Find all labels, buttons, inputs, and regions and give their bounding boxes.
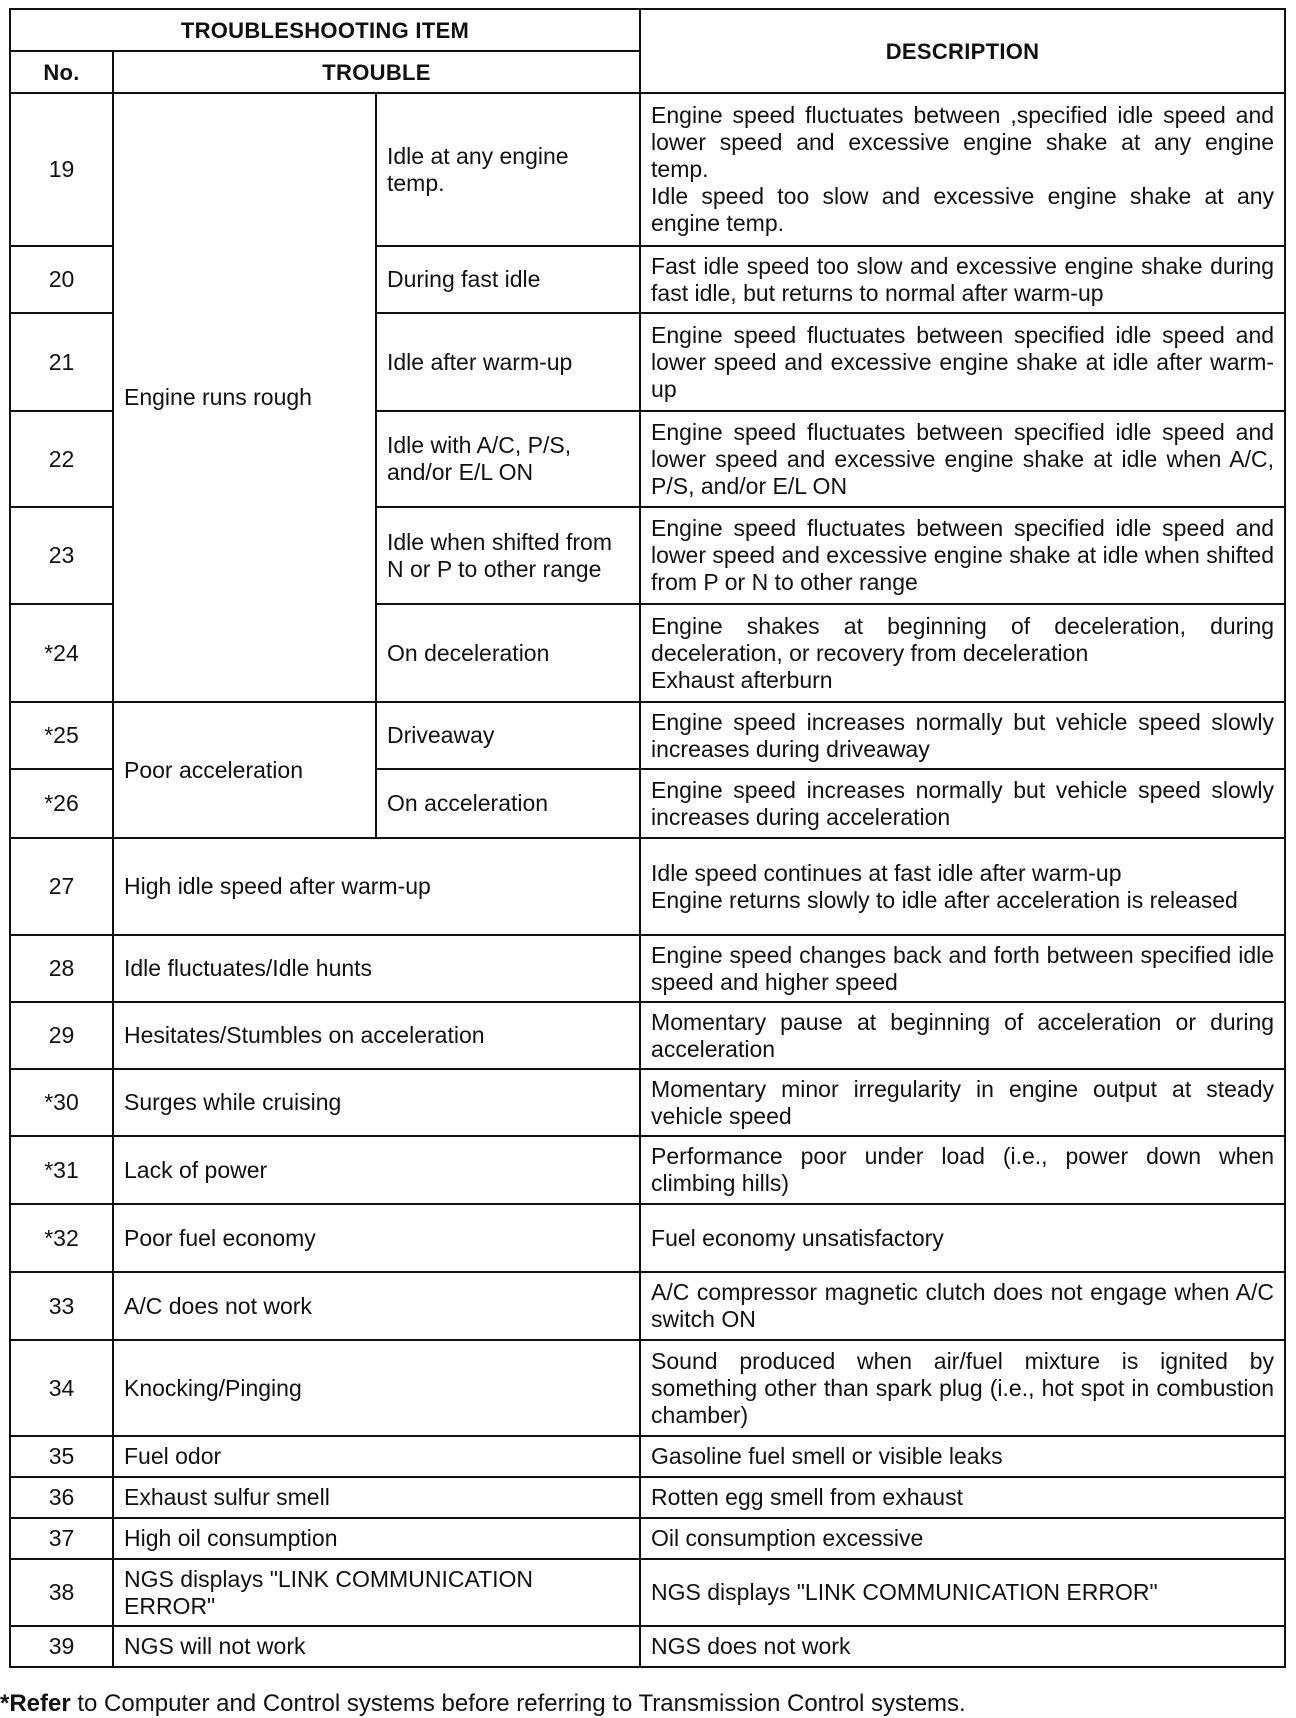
description-line: Idle speed continues at fast idle after warm-up [651, 859, 1122, 886]
description-line: Idle speed too slow and excessive engine shake at any engine temp. [651, 183, 1275, 236]
description-line: Engine shakes at beginning of deceleration, during deceleration, or recovery from deceleration [651, 612, 1275, 666]
row-number: 22 [10, 411, 113, 507]
table-row [10, 1477, 1285, 1518]
trouble-cell: Exhaust sulfur smell [113, 1477, 640, 1518]
header-row-1 [10, 9, 1285, 51]
table-row [10, 935, 1285, 1002]
table-row [10, 1559, 1285, 1626]
troubleshooting-page [9, 8, 1284, 1668]
row-number: 23 [10, 507, 113, 604]
row-number: 27 [10, 838, 113, 935]
trouble-header: TROUBLE [113, 51, 640, 93]
trouble-cell: Surges while cruising [113, 1069, 640, 1136]
description-line: Engine returns slowly to idle after acceleration is released [651, 886, 1238, 913]
row-description [640, 838, 1285, 935]
row-description [640, 604, 1285, 702]
table-row [10, 702, 1285, 769]
table-row [10, 1518, 1285, 1559]
row-number: 33 [10, 1272, 113, 1340]
table-row [10, 1436, 1285, 1477]
description-line: Exhaust afterburn [651, 666, 833, 693]
trouble-cell: Hesitates/Stumbles on acceleration [113, 1002, 640, 1069]
row-number: 29 [10, 1002, 113, 1069]
row-number: *31 [10, 1136, 113, 1204]
row-number: *25 [10, 702, 113, 769]
row-number: 20 [10, 246, 113, 313]
trouble-cell: NGS displays "LINK COMMUNICATION ERROR" [113, 1559, 640, 1626]
row-description [640, 93, 1285, 246]
row-description: A/C compressor magnetic clutch does not engage when A/C switch ON [640, 1272, 1285, 1340]
group-poor-acceleration: Poor acceleration [113, 702, 376, 838]
row-description: NGS does not work [640, 1626, 1285, 1667]
trouble-cell: NGS will not work [113, 1626, 640, 1667]
row-number: 37 [10, 1518, 113, 1559]
row-description: Fast idle speed too slow and excessive engine shake during fast idle, but returns to normal after warm-up [640, 246, 1285, 313]
trouble-cell: A/C does not work [113, 1272, 640, 1340]
table-row [10, 838, 1285, 935]
row-description: Engine speed fluctuates between specified idle speed and lower speed and excessive engine shake at idle when A/C, P/S, and/or E/L ON [640, 411, 1285, 507]
row-number: 19 [10, 93, 113, 246]
row-number: *32 [10, 1204, 113, 1272]
sub-trouble: On acceleration [376, 769, 640, 838]
no-header: No. [10, 51, 113, 93]
row-description: Engine speed increases normally but vehicle speed slowly increases during acceleration [640, 769, 1285, 838]
group-engine-runs-rough: Engine runs rough [113, 93, 376, 702]
row-description: Gasoline fuel smell or visible leaks [640, 1436, 1285, 1477]
table-row [10, 1272, 1285, 1340]
trouble-cell: High oil consumption [113, 1518, 640, 1559]
row-number: 39 [10, 1626, 113, 1667]
row-number: *30 [10, 1069, 113, 1136]
table-row [10, 93, 1285, 246]
row-description: NGS displays "LINK COMMUNICATION ERROR" [640, 1559, 1285, 1626]
sub-trouble: Idle at any engine temp. [376, 93, 640, 246]
trouble-cell: Lack of power [113, 1136, 640, 1204]
row-number: 36 [10, 1477, 113, 1518]
row-number: 28 [10, 935, 113, 1002]
row-number: 34 [10, 1340, 113, 1436]
row-description: Engine speed fluctuates between specified idle speed and lower speed and excessive engine shake at idle when shifted from P or N to other range [640, 507, 1285, 604]
sub-trouble: Idle after warm-up [376, 313, 640, 411]
footnote-refer: *Refer [0, 1690, 71, 1717]
trouble-cell: Fuel odor [113, 1436, 640, 1477]
row-description: Momentary minor irregularity in engine output at steady vehicle speed [640, 1069, 1285, 1136]
troubleshooting-table [9, 8, 1286, 1668]
row-description: Sound produced when air/fuel mixture is ignited by something other than spark plug (i.e., hot spot in combustion chamber) [640, 1340, 1285, 1436]
description-header: DESCRIPTION [640, 9, 1285, 93]
troubleshooting-item-header: TROUBLESHOOTING ITEM [10, 9, 640, 51]
row-description: Momentary pause at beginning of acceleration or during acceleration [640, 1002, 1285, 1069]
footnote-text: to Computer and Control systems before referring to Transmission Control systems. [77, 1690, 966, 1717]
sub-trouble: Idle when shifted from N or P to other range [376, 507, 640, 604]
sub-trouble: On deceleration [376, 604, 640, 702]
row-number: *24 [10, 604, 113, 702]
row-description: Fuel economy unsatisfactory [640, 1204, 1285, 1272]
row-description: Rotten egg smell from exhaust [640, 1477, 1285, 1518]
table-row [10, 1136, 1285, 1204]
sub-trouble: Driveaway [376, 702, 640, 769]
description-line: Engine speed fluctuates between ,specified idle speed and lower speed and excessive engine shake at any engine temp. [651, 102, 1275, 182]
row-number: 35 [10, 1436, 113, 1477]
table-row [10, 1204, 1285, 1272]
table-row [10, 1626, 1285, 1667]
row-description: Engine speed increases normally but vehicle speed slowly increases during driveaway [640, 702, 1285, 769]
row-number: *26 [10, 769, 113, 838]
row-description: Engine speed changes back and forth between specified idle speed and higher speed [640, 935, 1285, 1002]
table-row [10, 1340, 1285, 1436]
row-description: Oil consumption excessive [640, 1518, 1285, 1559]
row-number: 21 [10, 313, 113, 411]
row-description: Performance poor under load (i.e., power down when climbing hills) [640, 1136, 1285, 1204]
table-row [10, 1069, 1285, 1136]
sub-trouble: Idle with A/C, P/S, and/or E/L ON [376, 411, 640, 507]
row-number: 38 [10, 1559, 113, 1626]
sub-trouble: During fast idle [376, 246, 640, 313]
trouble-cell: Idle fluctuates/Idle hunts [113, 935, 640, 1002]
row-description: Engine speed fluctuates between specified idle speed and lower speed and excessive engine shake at idle after warm-up [640, 313, 1285, 411]
trouble-cell: High idle speed after warm-up [113, 838, 640, 935]
table-row [10, 1002, 1285, 1069]
trouble-cell: Knocking/Pinging [113, 1340, 640, 1436]
footnote [0, 1690, 1296, 1718]
trouble-cell: Poor fuel economy [113, 1204, 640, 1272]
